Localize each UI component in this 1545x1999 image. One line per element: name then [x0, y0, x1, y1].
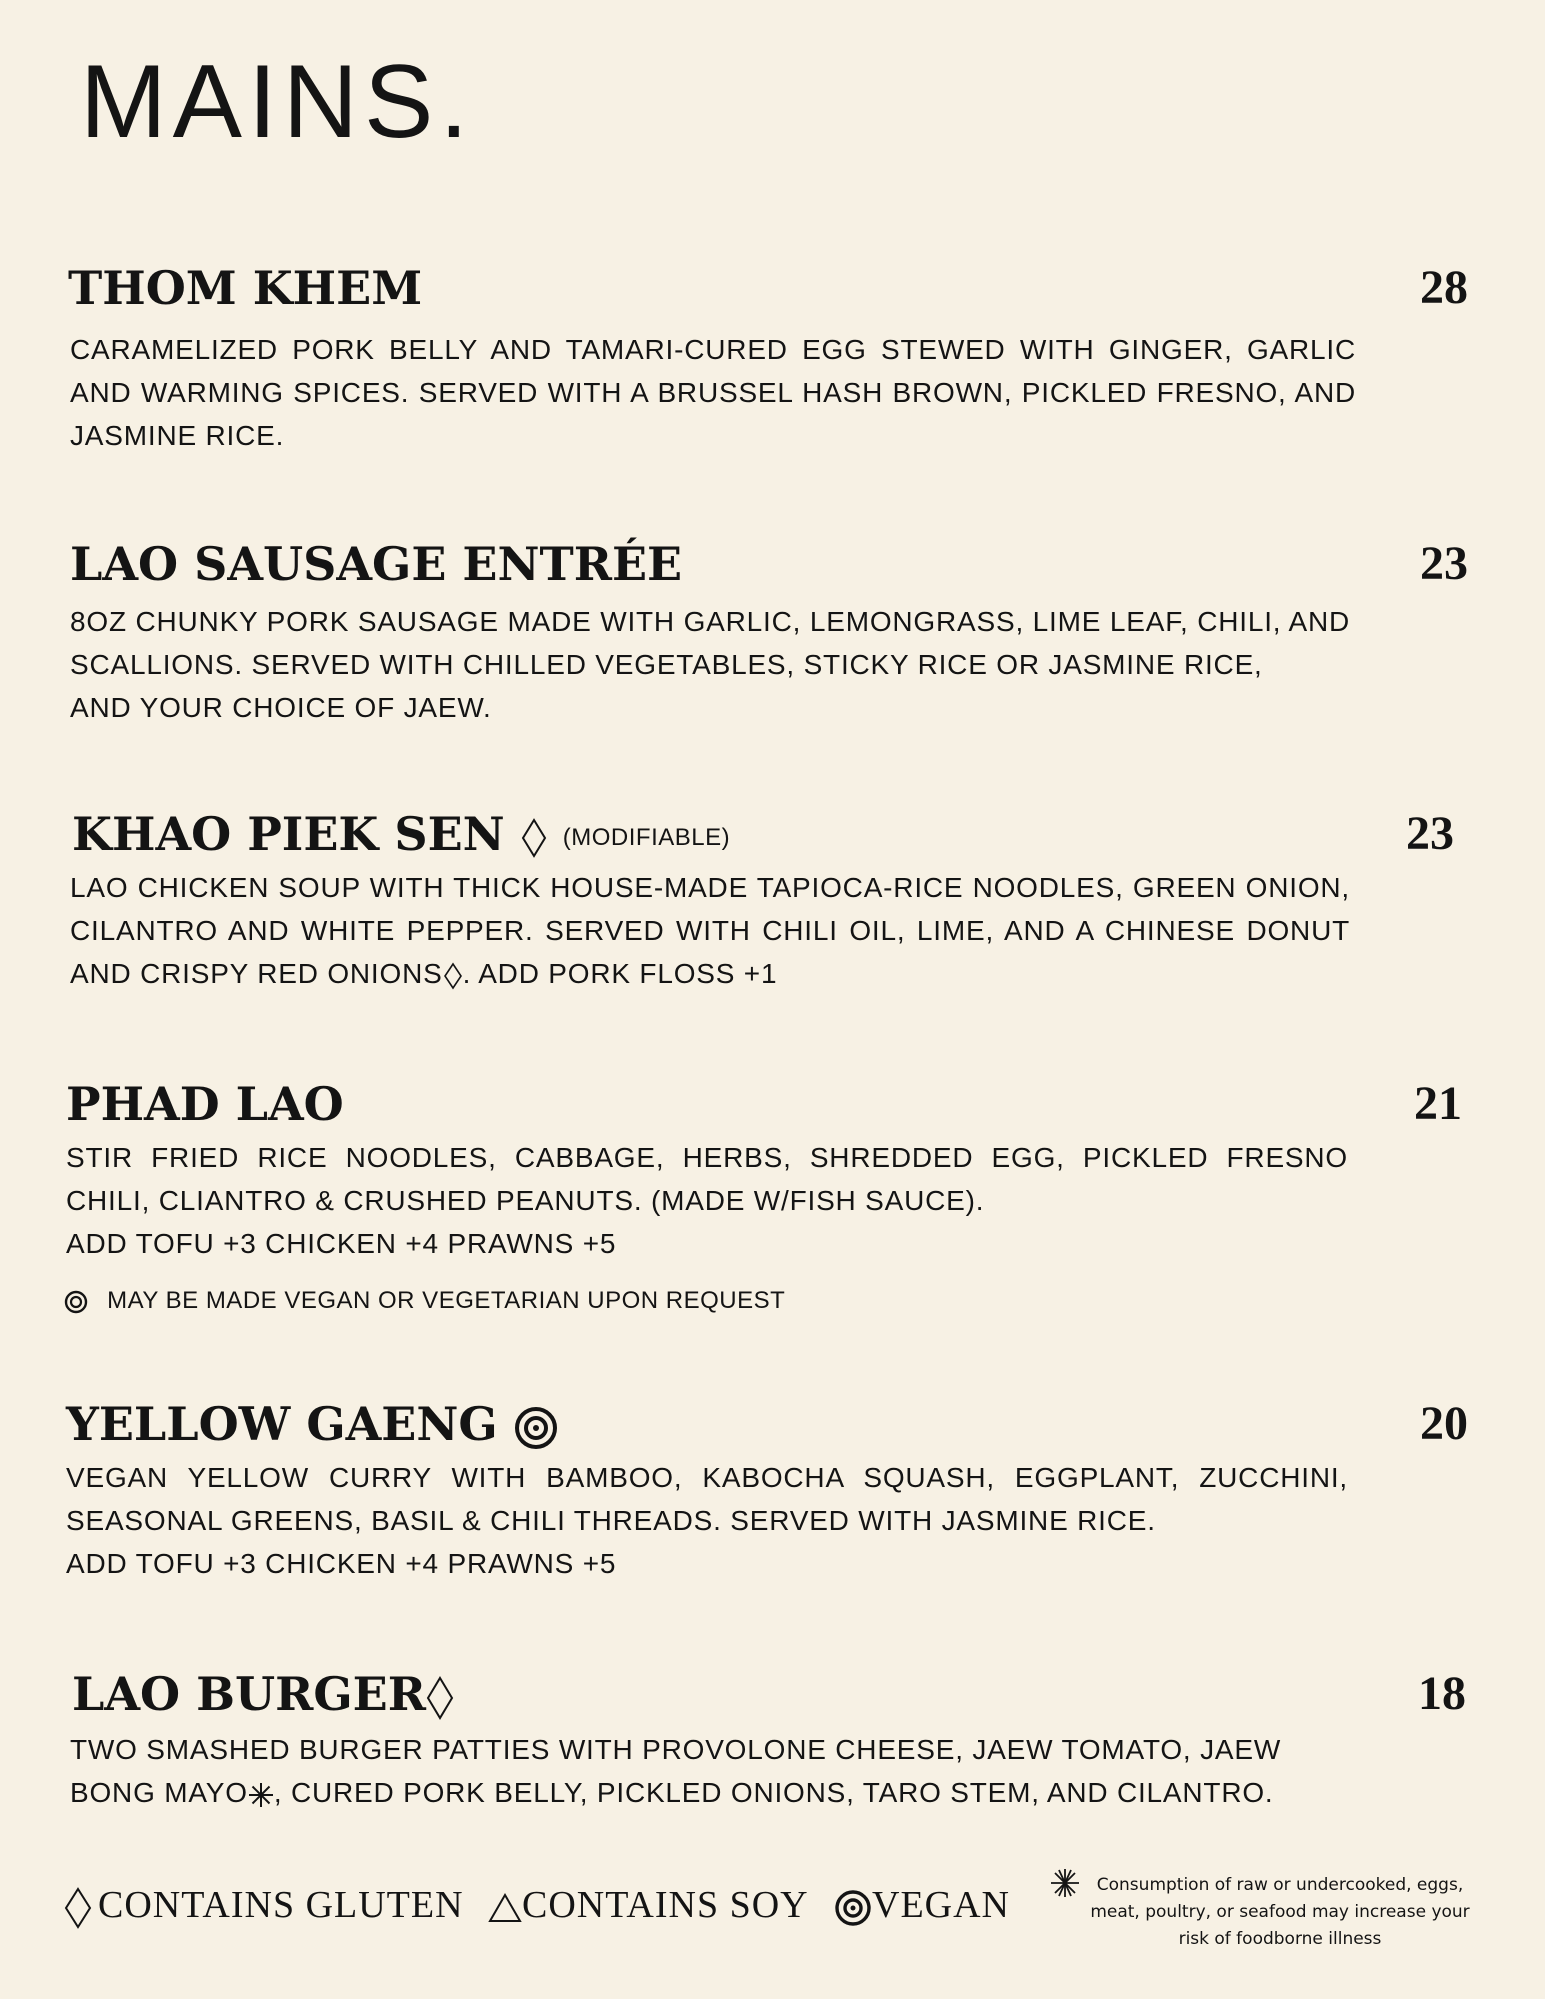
item-name-text: KHAO PIEK SEN — [72, 807, 505, 861]
item-name: THOM KHEM — [68, 261, 423, 315]
item-price: 21 — [1414, 1077, 1462, 1130]
legend-label: CONTAINS GLUTEN — [98, 1884, 464, 1926]
item-description — [70, 866, 1350, 995]
vegan-spiral-icon — [834, 1889, 872, 1927]
vegan-note — [64, 1286, 785, 1316]
description-main: LAO CHICKEN SOUP WITH THICK HOUSE-MADE TAPIOCA-RICE NOODLES, GREEN ONION, CILANTRO AND WHITE PEPPER. SERVED WITH CHILI OIL, LIME, AND A CHINESE DONUT AND CRISPY RED ONIONS — [70, 872, 1350, 989]
description-tail: . ADD PORK FLOSS +1 — [462, 958, 778, 989]
gluten-diamond-icon — [426, 1676, 454, 1720]
legend-gluten — [64, 1880, 464, 1930]
menu-item-lao-sausage — [0, 534, 1545, 723]
item-price: 28 — [1420, 261, 1468, 314]
vegan-spiral-icon — [64, 1290, 88, 1314]
raw-star-icon — [248, 1782, 274, 1808]
note-text: MAY BE MADE VEGAN OR VEGETARIAN UPON REQUEST — [107, 1287, 786, 1314]
item-name — [66, 1394, 558, 1454]
menu-item-khao-piek-sen — [0, 804, 1545, 989]
item-addons: ADD TOFU +3 CHICKEN +4 PRAWNS +5 — [66, 1548, 617, 1579]
item-addons: ADD TOFU +3 CHICKEN +4 PRAWNS +5 — [66, 1228, 617, 1259]
soy-triangle-icon — [488, 1892, 522, 1924]
item-modifier: (MODIFIABLE) — [562, 824, 731, 851]
vegan-spiral-icon — [514, 1406, 558, 1450]
raw-star-icon — [1050, 1868, 1080, 1898]
legend-label: CONTAINS SOY — [522, 1884, 809, 1926]
item-name: PHAD LAO — [66, 1077, 344, 1131]
gluten-diamond-icon — [64, 1887, 92, 1929]
item-name: LAO SAUSAGE ENTRÉE — [70, 537, 683, 591]
description-line: 8OZ CHUNKY PORK SAUSAGE MADE WITH GARLIC, LEMONGRASS, LIME LEAF, CHILI, AND — [70, 606, 1350, 637]
description-main: TWO SMASHED BURGER PATTIES WITH PROVOLONE CHEESE, JAEW TOMATO, JAEW BONG MAYO — [70, 1734, 1282, 1808]
item-description — [70, 1728, 1350, 1814]
item-name-text: YELLOW GAENG — [66, 1397, 498, 1451]
item-price: 23 — [1420, 537, 1468, 590]
item-name — [72, 1664, 454, 1724]
item-price: 18 — [1418, 1667, 1466, 1720]
description-line: AND YOUR CHOICE OF JAEW. — [70, 692, 492, 723]
description-tail: , CURED PORK BELLY, PICKLED ONIONS, TARO STEM, AND CILANTRO. — [273, 1777, 1274, 1808]
item-description: STIR FRIED RICE NOODLES, CABBAGE, HERBS, SHREDDED EGG, PICKLED FRESNO CHILI, CLIANTRO & CRUSHED PEANUTS. (MADE W/FISH SAUCE). — [66, 1142, 1348, 1216]
foodborne-disclaimer: Consumption of raw or undercooked, eggs, meat, poultry, or seafood may increase your risk of foodborne illness — [1090, 1875, 1470, 1949]
gluten-diamond-icon — [443, 961, 463, 991]
description-line: SCALLIONS. SERVED WITH CHILLED VEGETABLES, STICKY RICE OR JASMINE RICE, — [70, 649, 1263, 680]
legend-soy — [488, 1880, 809, 1930]
legend-label: VEGAN — [872, 1884, 1010, 1926]
legend-vegan — [834, 1880, 1010, 1930]
menu-item-thom-khem — [0, 258, 1545, 451]
item-description: CARAMELIZED PORK BELLY AND TAMARI-CURED EGG STEWED WITH GINGER, GARLIC AND WARMING SPICES. SERVED WITH A BRUSSEL HASH BROWN, PICKLED FRESNO, AND JASMINE RICE. — [70, 334, 1356, 451]
item-name-text: LAO BURGER — [72, 1667, 426, 1721]
item-name — [72, 804, 730, 868]
page-title: MAINS. — [80, 44, 475, 160]
item-price: 20 — [1420, 1397, 1468, 1450]
item-description — [70, 600, 1350, 729]
item-description: VEGAN YELLOW CURRY WITH BAMBOO, KABOCHA SQUASH, EGGPLANT, ZUCCHINI, SEASONAL GREENS, BASIL & CHILI THREADS. SERVED WITH JASMINE RICE. — [66, 1462, 1348, 1536]
menu-item-lao-burger — [0, 1664, 1545, 1808]
item-price: 23 — [1406, 807, 1454, 860]
menu-item-yellow-gaeng — [0, 1394, 1545, 1579]
gluten-diamond-icon — [521, 818, 547, 858]
menu-item-phad-lao — [0, 1074, 1545, 1314]
